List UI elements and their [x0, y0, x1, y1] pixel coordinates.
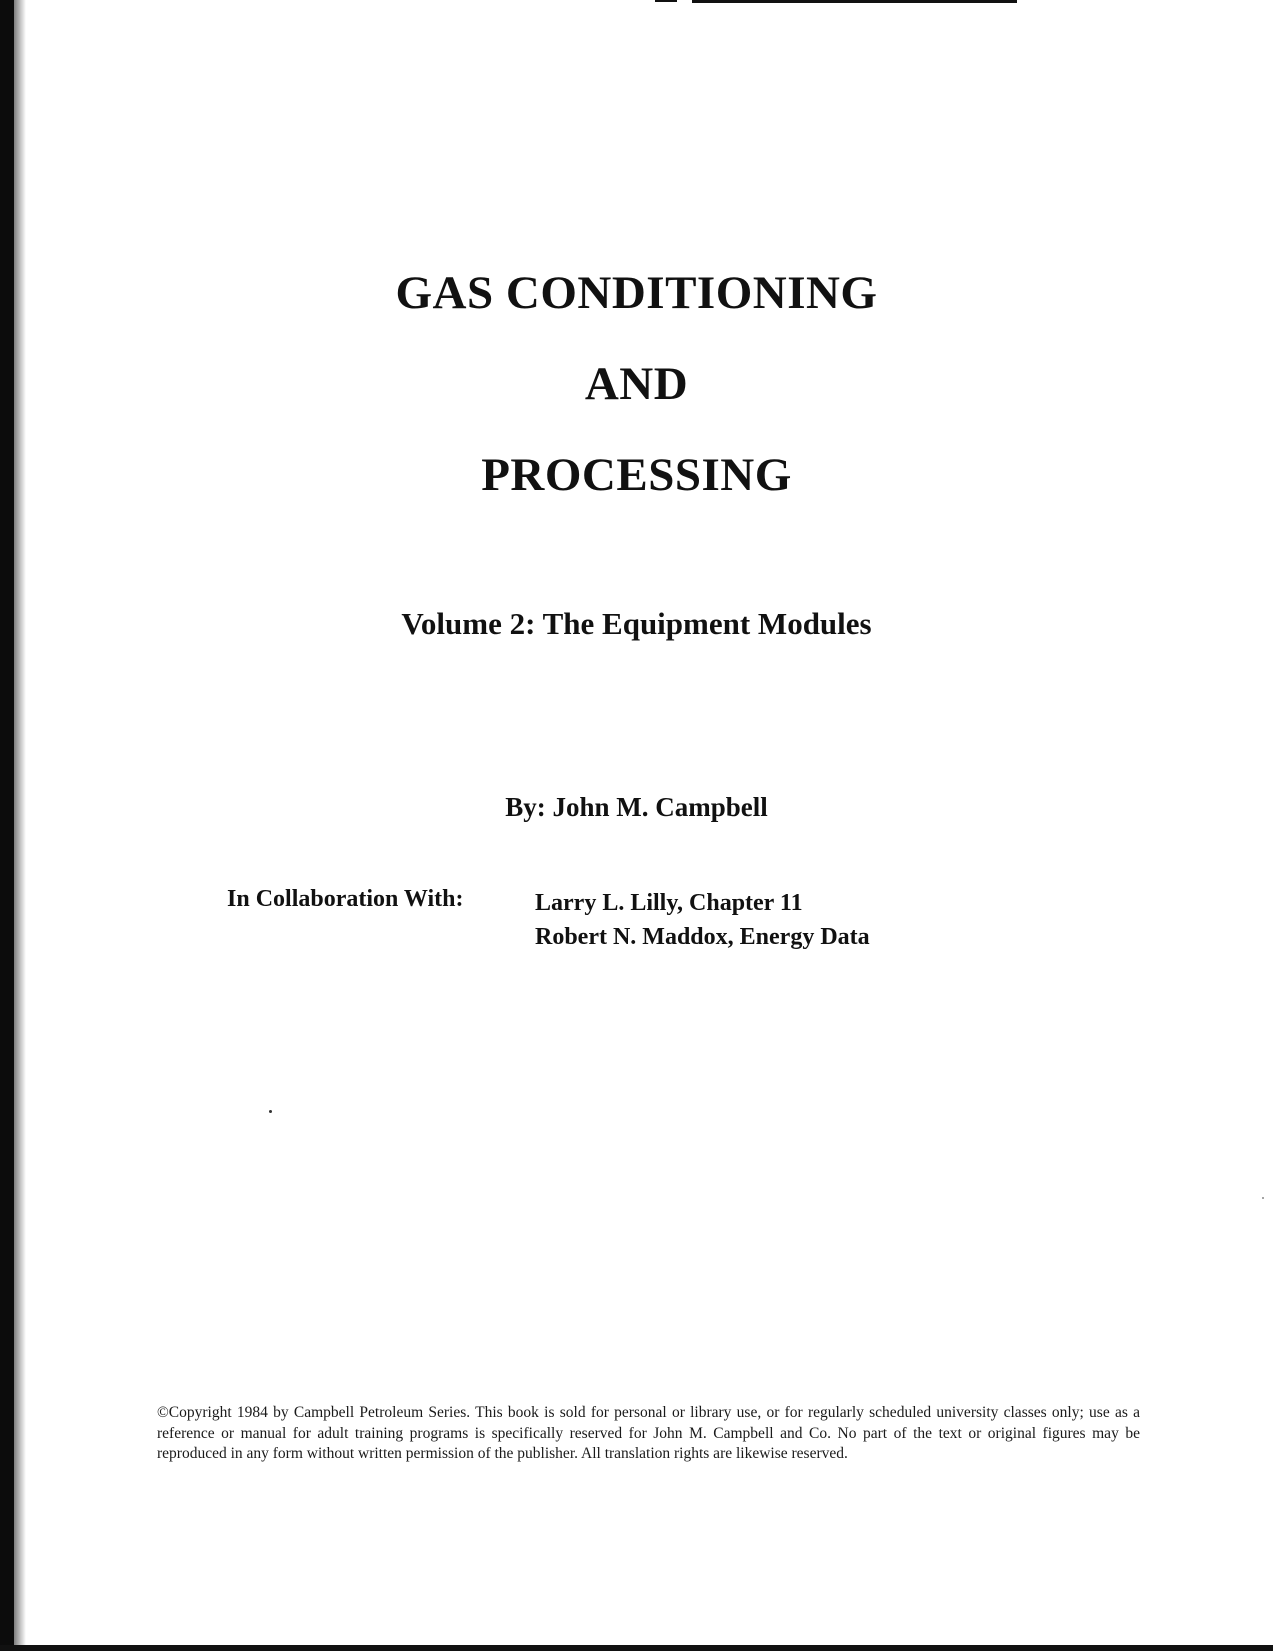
scan-bottom-edge — [0, 1645, 1273, 1651]
scan-left-shadow — [14, 0, 26, 1651]
title-line-2: AND — [584, 358, 689, 410]
scan-speck — [269, 1110, 272, 1113]
author-byline: By: John M. Campbell — [505, 792, 768, 822]
scan-top-mark — [692, 0, 1017, 3]
collaborator-name: Robert N. Maddox, Energy Data — [535, 924, 870, 950]
title-line-3: PROCESSING — [481, 449, 792, 501]
collaborator-name: Larry L. Lilly, Chapter 11 — [535, 890, 803, 916]
collaboration-label: In Collaboration With: — [227, 886, 464, 912]
copyright-notice: ©Copyright 1984 by Campbell Petroleum Series. This book is sold for personal or library use, or for regularly scheduled university classes only; use as a reference or manual for adult training programs is specifically reserved for John M. Campbell and Co. No part of the text or original figures may be reproduced in any form without written permission of the publisher. All translation rights are likewise reserved. — [157, 1404, 1140, 1462]
collaboration-block — [227, 886, 870, 954]
scan-speck — [1262, 1197, 1264, 1199]
scan-left-edge — [0, 0, 14, 1651]
volume-subtitle: Volume 2: The Equipment Modules — [401, 606, 872, 641]
scan-top-mark-small — [655, 0, 677, 2]
collaborator-list — [535, 886, 870, 954]
title-line-1: GAS CONDITIONING — [395, 267, 878, 319]
